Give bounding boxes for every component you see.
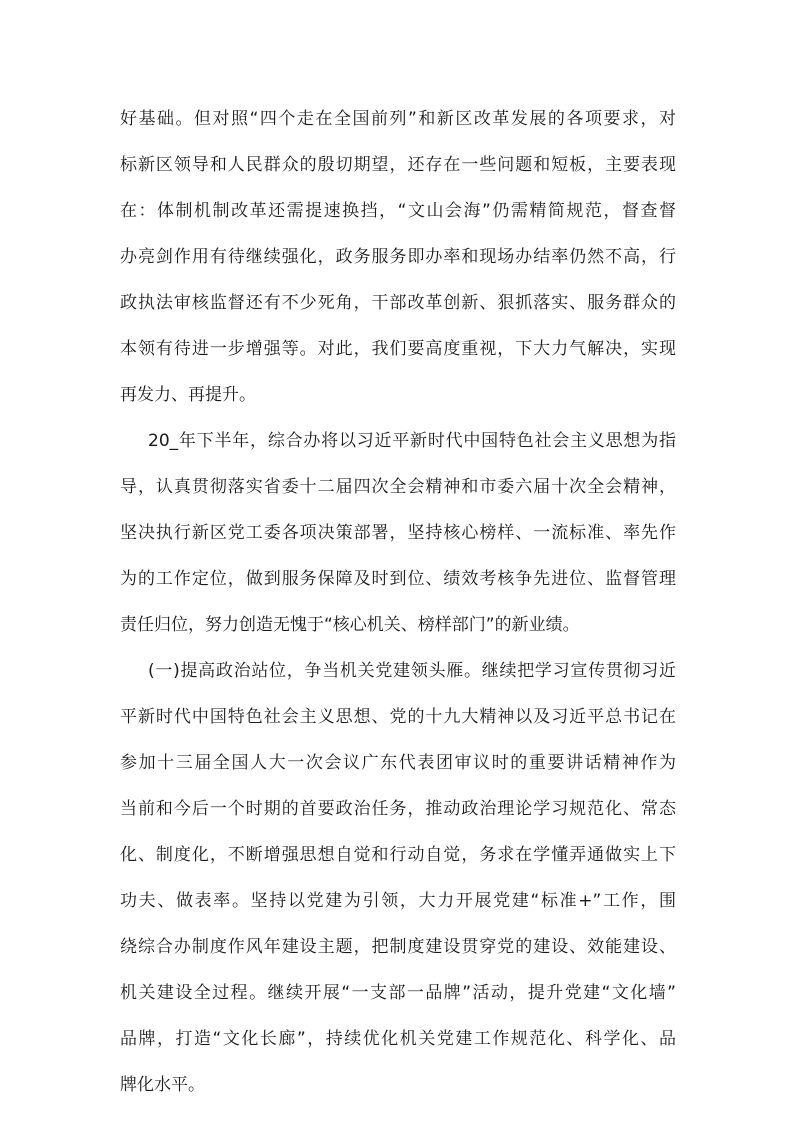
text-line: 品牌，打造“文化长廊”，持续优化机关党建工作规范化、科学化、品	[120, 1029, 676, 1049]
paragraph-second-half-plan	[120, 418, 676, 648]
text-line: 再发力、再提升。	[120, 385, 256, 405]
text-line: 责任归位，努力创造无愧于“核心机关、榜样部门”的新业绩。	[120, 615, 580, 635]
text-line: 好基础。但对照“四个走在全国前列”和新区改革发展的各项要求，对	[120, 109, 676, 129]
text-line: 参加十三届全国人大一次会议广东代表团审议时的重要讲话精神作为	[120, 753, 676, 773]
text-line: 20_年下半年，综合办将以习近平新时代中国特色社会主义思想为指	[148, 431, 676, 451]
text-line: 坚决执行新区党工委各项决策部署，坚持核心榜样、一流标准、率先作	[120, 523, 676, 543]
text-line: 牌化水平。	[120, 1075, 205, 1095]
text-line: 当前和今后一个时期的首要政治任务，推动政治理论学习规范化、常态	[120, 799, 676, 819]
text-line: 办亮剑作用有待继续强化，政务服务即办率和现场办结率仍然不高，行	[120, 247, 676, 267]
text-line: 在：体制机制改革还需提速换挡，“文山会海”仍需精简规范，督查督	[120, 201, 676, 221]
text-line: 政执法审核监督还有不少死角，干部改革创新、狠抓落实、服务群众的	[120, 293, 676, 313]
paragraph-problems	[120, 96, 676, 418]
text-line: 本领有待进一步增强等。对此，我们要高度重视，下大力气解决，实现	[120, 339, 676, 359]
text-line: 化、制度化，不断增强思想自觉和行动自觉，务求在学懂弄通做实上下	[120, 845, 676, 865]
text-line: (一)提高政治站位，争当机关党建领头雁。继续把学习宣传贯彻习近	[148, 661, 676, 681]
paragraph-party-building	[120, 648, 676, 1108]
text-line: 功夫、做表率。坚持以党建为引领，大力开展党建“标准+”工作，围	[120, 891, 676, 911]
document-body	[120, 96, 676, 1108]
text-line: 平新时代中国特色社会主义思想、党的十九大精神以及习近平总书记在	[120, 707, 676, 727]
text-line: 机关建设全过程。继续开展“一支部一品牌”活动，提升党建“文化墙”	[120, 983, 676, 1003]
text-line: 为的工作定位，做到服务保障及时到位、绩效考核争先进位、监督管理	[120, 569, 676, 589]
text-line: 导，认真贯彻落实省委十二届四次全会精神和市委六届十次全会精神，	[120, 477, 676, 497]
text-line: 标新区领导和人民群众的殷切期望，还存在一些问题和短板，主要表现	[120, 155, 676, 175]
text-line: 绕综合办制度作风年建设主题，把制度建设贯穿党的建设、效能建设、	[120, 937, 676, 957]
